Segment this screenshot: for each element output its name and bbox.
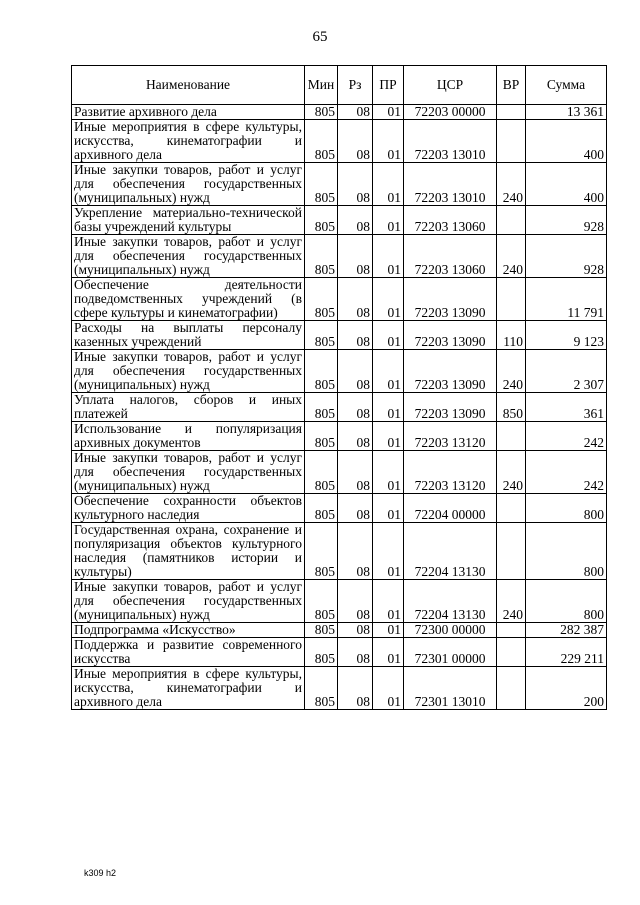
cell-csr: 72204 13130: [404, 523, 497, 580]
cell-min: 805: [305, 422, 338, 451]
cell-rz: 08: [338, 163, 373, 206]
cell-vr: 240: [497, 580, 526, 623]
cell-rz: 08: [338, 623, 373, 638]
cell-name: Обеспечение деятельности подведомственных учреждений (в сфере культуры и кинематографии): [72, 278, 305, 321]
table-row: [72, 451, 607, 494]
cell-min: 805: [305, 206, 338, 235]
table-header-row: [72, 66, 607, 105]
cell-csr: 72203 13090: [404, 321, 497, 350]
cell-csr: 72300 00000: [404, 623, 497, 638]
cell-csr: 72203 13060: [404, 235, 497, 278]
cell-rz: 08: [338, 494, 373, 523]
cell-pr: 01: [373, 623, 404, 638]
cell-vr: 240: [497, 235, 526, 278]
cell-sum: 242: [526, 422, 607, 451]
cell-min: 805: [305, 163, 338, 206]
cell-sum: 282 387: [526, 623, 607, 638]
table-row: [72, 350, 607, 393]
cell-rz: 08: [338, 422, 373, 451]
header-pr: ПР: [373, 66, 404, 105]
cell-name: Поддержка и развитие современного искусства: [72, 638, 305, 667]
cell-vr: [497, 523, 526, 580]
table-row: [72, 523, 607, 580]
cell-sum: 800: [526, 580, 607, 623]
cell-sum: 928: [526, 235, 607, 278]
cell-min: 805: [305, 523, 338, 580]
cell-csr: 72301 00000: [404, 638, 497, 667]
cell-vr: [497, 422, 526, 451]
cell-vr: 110: [497, 321, 526, 350]
table-body: [72, 105, 607, 710]
cell-name: Обеспечение сохранности объектов культурного наследия: [72, 494, 305, 523]
table-row: [72, 667, 607, 710]
cell-name: Иные закупки товаров, работ и услуг для обеспечения государственных (муниципальных) нужд: [72, 580, 305, 623]
cell-pr: 01: [373, 451, 404, 494]
cell-vr: 240: [497, 451, 526, 494]
header-vr: ВР: [497, 66, 526, 105]
cell-pr: 01: [373, 523, 404, 580]
cell-rz: 08: [338, 321, 373, 350]
cell-vr: 850: [497, 393, 526, 422]
cell-name: Иные мероприятия в сфере культуры, искусства, кинематографии и архивного дела: [72, 120, 305, 163]
cell-csr: 72203 13010: [404, 163, 497, 206]
cell-csr: 72203 13090: [404, 278, 497, 321]
cell-min: 805: [305, 623, 338, 638]
cell-vr: [497, 638, 526, 667]
cell-csr: 72203 13120: [404, 451, 497, 494]
cell-pr: 01: [373, 120, 404, 163]
cell-vr: [497, 105, 526, 120]
table-row: [72, 235, 607, 278]
cell-pr: 01: [373, 321, 404, 350]
cell-sum: 800: [526, 523, 607, 580]
cell-min: 805: [305, 580, 338, 623]
cell-sum: 400: [526, 163, 607, 206]
cell-csr: 72204 13130: [404, 580, 497, 623]
cell-csr: 72203 13010: [404, 120, 497, 163]
cell-rz: 08: [338, 667, 373, 710]
cell-name: Использование и популяризация архивных документов: [72, 422, 305, 451]
cell-name: Укрепление материально-технической базы учреждений культуры: [72, 206, 305, 235]
table-row: [72, 120, 607, 163]
cell-name: Подпрограмма «Искусство»: [72, 623, 305, 638]
cell-sum: 242: [526, 451, 607, 494]
cell-rz: 08: [338, 120, 373, 163]
header-rz: Рз: [338, 66, 373, 105]
cell-rz: 08: [338, 638, 373, 667]
cell-sum: 200: [526, 667, 607, 710]
cell-min: 805: [305, 667, 338, 710]
cell-csr: 72203 13090: [404, 393, 497, 422]
cell-csr: 72204 00000: [404, 494, 497, 523]
cell-vr: 240: [497, 163, 526, 206]
footer-code: k309 h2: [84, 868, 117, 878]
cell-pr: 01: [373, 350, 404, 393]
cell-min: 805: [305, 105, 338, 120]
table-row: [72, 638, 607, 667]
table-row: [72, 393, 607, 422]
cell-rz: 08: [338, 278, 373, 321]
cell-rz: 08: [338, 350, 373, 393]
header-sum: Сумма: [526, 66, 607, 105]
cell-vr: [497, 494, 526, 523]
cell-csr: 72301 13010: [404, 667, 497, 710]
cell-pr: 01: [373, 638, 404, 667]
table-row: [72, 163, 607, 206]
cell-vr: [497, 623, 526, 638]
cell-rz: 08: [338, 523, 373, 580]
cell-sum: 361: [526, 393, 607, 422]
cell-pr: 01: [373, 278, 404, 321]
cell-min: 805: [305, 278, 338, 321]
cell-min: 805: [305, 451, 338, 494]
cell-rz: 08: [338, 451, 373, 494]
table-row: [72, 623, 607, 638]
cell-min: 805: [305, 321, 338, 350]
table-row: [72, 321, 607, 350]
cell-name: Иные закупки товаров, работ и услуг для обеспечения государственных (муниципальных) нужд: [72, 235, 305, 278]
cell-vr: [497, 120, 526, 163]
cell-csr: 72203 13090: [404, 350, 497, 393]
cell-sum: 9 123: [526, 321, 607, 350]
page-number: 65: [312, 29, 328, 45]
cell-sum: 11 791: [526, 278, 607, 321]
cell-min: 805: [305, 235, 338, 278]
cell-rz: 08: [338, 393, 373, 422]
cell-rz: 08: [338, 105, 373, 120]
cell-pr: 01: [373, 580, 404, 623]
cell-pr: 01: [373, 393, 404, 422]
cell-name: Развитие архивного дела: [72, 105, 305, 120]
table-row: [72, 105, 607, 120]
cell-rz: 08: [338, 235, 373, 278]
cell-sum: 928: [526, 206, 607, 235]
cell-rz: 08: [338, 206, 373, 235]
cell-sum: 13 361: [526, 105, 607, 120]
cell-sum: 800: [526, 494, 607, 523]
cell-csr: 72203 13060: [404, 206, 497, 235]
cell-vr: [497, 278, 526, 321]
header-min: Мин: [305, 66, 338, 105]
table-row: [72, 278, 607, 321]
cell-name: Расходы на выплаты персоналу казенных учреждений: [72, 321, 305, 350]
cell-min: 805: [305, 494, 338, 523]
table-row: [72, 422, 607, 451]
cell-name: Государственная охрана, сохранение и популяризация объектов культурного наследия (памятников истории и культуры): [72, 523, 305, 580]
cell-vr: [497, 206, 526, 235]
cell-sum: 2 307: [526, 350, 607, 393]
cell-name: Иные закупки товаров, работ и услуг для обеспечения государственных (муниципальных) нужд: [72, 451, 305, 494]
header-csr: ЦСР: [404, 66, 497, 105]
cell-csr: 72203 13120: [404, 422, 497, 451]
cell-vr: [497, 667, 526, 710]
cell-min: 805: [305, 638, 338, 667]
cell-vr: 240: [497, 350, 526, 393]
cell-min: 805: [305, 120, 338, 163]
cell-name: Иные закупки товаров, работ и услуг для обеспечения государственных (муниципальных) нужд: [72, 350, 305, 393]
header-name: Наименование: [72, 66, 305, 105]
cell-pr: 01: [373, 235, 404, 278]
table-row: [72, 206, 607, 235]
table-row: [72, 580, 607, 623]
cell-rz: 08: [338, 580, 373, 623]
cell-pr: 01: [373, 494, 404, 523]
budget-table: [71, 65, 607, 710]
cell-pr: 01: [373, 422, 404, 451]
cell-csr: 72203 00000: [404, 105, 497, 120]
cell-name: Уплата налогов, сборов и иных платежей: [72, 393, 305, 422]
cell-pr: 01: [373, 105, 404, 120]
cell-pr: 01: [373, 667, 404, 710]
cell-name: Иные закупки товаров, работ и услуг для обеспечения государственных (муниципальных) нужд: [72, 163, 305, 206]
cell-sum: 400: [526, 120, 607, 163]
cell-min: 805: [305, 393, 338, 422]
table-row: [72, 494, 607, 523]
cell-pr: 01: [373, 163, 404, 206]
cell-pr: 01: [373, 206, 404, 235]
cell-sum: 229 211: [526, 638, 607, 667]
cell-min: 805: [305, 350, 338, 393]
cell-name: Иные мероприятия в сфере культуры, искусства, кинематографии и архивного дела: [72, 667, 305, 710]
